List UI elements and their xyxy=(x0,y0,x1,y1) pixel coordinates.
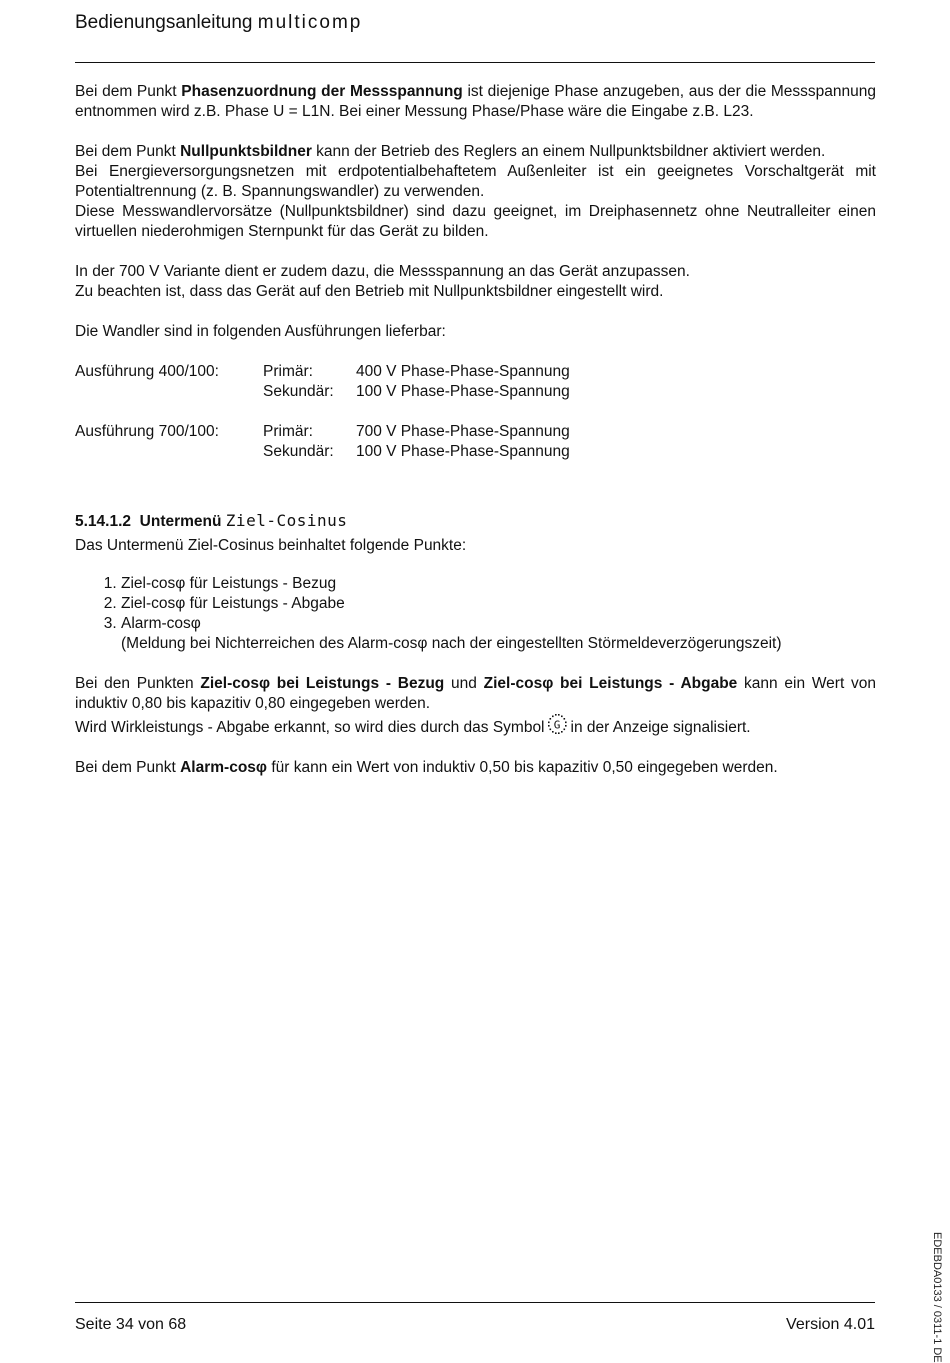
text-run: Bei dem Punkt xyxy=(75,143,181,160)
generator-icon-letter: G xyxy=(553,718,560,732)
generator-icon xyxy=(547,714,567,734)
text-run: kann ein Wert von induktiv 0,80 bis kapazitiv 0,80 eingegeben werden. xyxy=(75,675,876,712)
text-run: in der Anzeige signalisiert. xyxy=(570,719,751,736)
variant-row-value: 400 V Phase-Phase-Spannung xyxy=(356,363,570,380)
variant-name-spacer xyxy=(75,442,263,462)
text-line: Zu beachten ist, dass das Gerät auf den Betrieb mit Nullpunktsbildner eingestellt wird. xyxy=(75,283,664,300)
text-run: ist diejenige Phase anzugeben, aus der die Messspannung entnommen wird z.B. Phase U = L1N. Bei einer Messung Phase/Phase wäre die Eingabe z.B. L23. xyxy=(75,83,877,120)
page-number: Seite 34 von 68 xyxy=(75,1316,187,1333)
header-title-text: Bedienungsanleitung xyxy=(75,12,253,33)
list-item xyxy=(121,594,876,614)
variant-row-label: Sekundär: xyxy=(263,383,334,400)
section-menu-name: Ziel-Cosinus xyxy=(225,511,348,530)
list-item xyxy=(121,574,876,594)
section-heading xyxy=(75,510,876,532)
document-code-text: EDEBDA0133 / 0311-1 DE xyxy=(931,1232,943,1363)
header-title xyxy=(75,12,362,34)
variant-name-spacer xyxy=(75,382,263,402)
variant-name: Ausführung 400/100: xyxy=(75,363,219,380)
list-item-note: (Meldung bei Nichterreichen des Alarm-cosφ nach der eingestellten Störmeldeverzögerungszeit) xyxy=(121,635,782,652)
variant-row-value: 700 V Phase-Phase-Spannung xyxy=(356,423,570,440)
variant-row-value: 100 V Phase-Phase-Spannung xyxy=(356,383,570,400)
header-brand: multicomp xyxy=(257,12,363,33)
text-line: Diese Messwandlervorsätze (Nullpunktsbildner) sind dazu geeignet, im Dreiphasennetz ohne Neutralleiter einen virtuellen niederohmigen Sternpunkt für das Gerät zu bilden. xyxy=(75,203,876,240)
bold-term: Phasenzuordnung der Messspannung xyxy=(181,83,463,100)
variant-700-100 xyxy=(75,422,876,462)
variant-name: Ausführung 700/100: xyxy=(75,423,219,440)
list-item-text: Ziel-cosφ für Leistungs - Bezug xyxy=(121,575,337,592)
text-run: Bei den Punkten xyxy=(75,675,201,692)
section-intro: Das Untermenü Ziel-Cosinus beinhaltet folgende Punkte: xyxy=(75,537,467,554)
text-run: und xyxy=(444,675,484,692)
footer-divider xyxy=(75,1302,875,1303)
text-run: Bei dem Punkt xyxy=(75,83,182,100)
page-body xyxy=(75,82,876,798)
text-run: Wird Wirkleistungs - Abgabe erkannt, so wird dies durch das Symbol xyxy=(75,719,545,736)
section-number: 5.14.1.2 xyxy=(75,513,132,530)
version-label: Version 4.01 xyxy=(786,1316,875,1333)
text-line: Bei Energieversorgungsnetzen mit erdpotentialbehaftetem Außenleiter ist ein geeignetes Vorschaltgerät mit Potentialtrennung (z. B. Spannungswandler) zu verwenden. xyxy=(75,163,876,200)
bold-term: Alarm-cosφ xyxy=(180,759,268,776)
menu-points-list xyxy=(75,574,876,654)
section-label: Untermenü xyxy=(139,513,222,530)
text-run: für kann ein Wert von induktiv 0,50 bis kapazitiv 0,50 eingegeben werden. xyxy=(267,759,778,776)
paragraph-alarm-cos-range xyxy=(75,758,876,778)
header-divider xyxy=(75,62,875,63)
text-line: In der 700 V Variante dient er zudem dazu, die Messspannung an das Gerät anzupassen. xyxy=(75,263,690,280)
text-run: Bei dem Punkt xyxy=(75,759,181,776)
paragraph-700v-variant xyxy=(75,262,876,302)
bold-term: Ziel-cosφ bei Leistungs - Abgabe xyxy=(483,675,738,692)
bold-term: Ziel-cosφ bei Leistungs - Bezug xyxy=(200,675,445,692)
paragraph-target-cos-range xyxy=(75,674,876,738)
paragraph-neutral-point xyxy=(75,142,876,242)
variant-row-label: Sekundär: xyxy=(263,443,334,460)
document-code xyxy=(927,1232,947,1363)
variant-row-label: Primär: xyxy=(263,363,313,380)
list-item-text: Alarm-cosφ xyxy=(121,615,201,632)
list-item-text: Ziel-cosφ für Leistungs - Abgabe xyxy=(121,595,345,612)
bold-term: Nullpunktsbildner xyxy=(180,143,312,160)
variant-row-label: Primär: xyxy=(263,423,313,440)
list-item xyxy=(121,614,876,654)
paragraph-converters-available: Die Wandler sind in folgenden Ausführungen lieferbar: xyxy=(75,323,446,340)
variant-400-100 xyxy=(75,362,876,402)
variant-row-value: 100 V Phase-Phase-Spannung xyxy=(356,443,570,460)
text-run: kann der Betrieb des Reglers an einem Nullpunktsbildner aktiviert werden. xyxy=(311,143,826,160)
paragraph-phase-assignment xyxy=(75,82,876,122)
